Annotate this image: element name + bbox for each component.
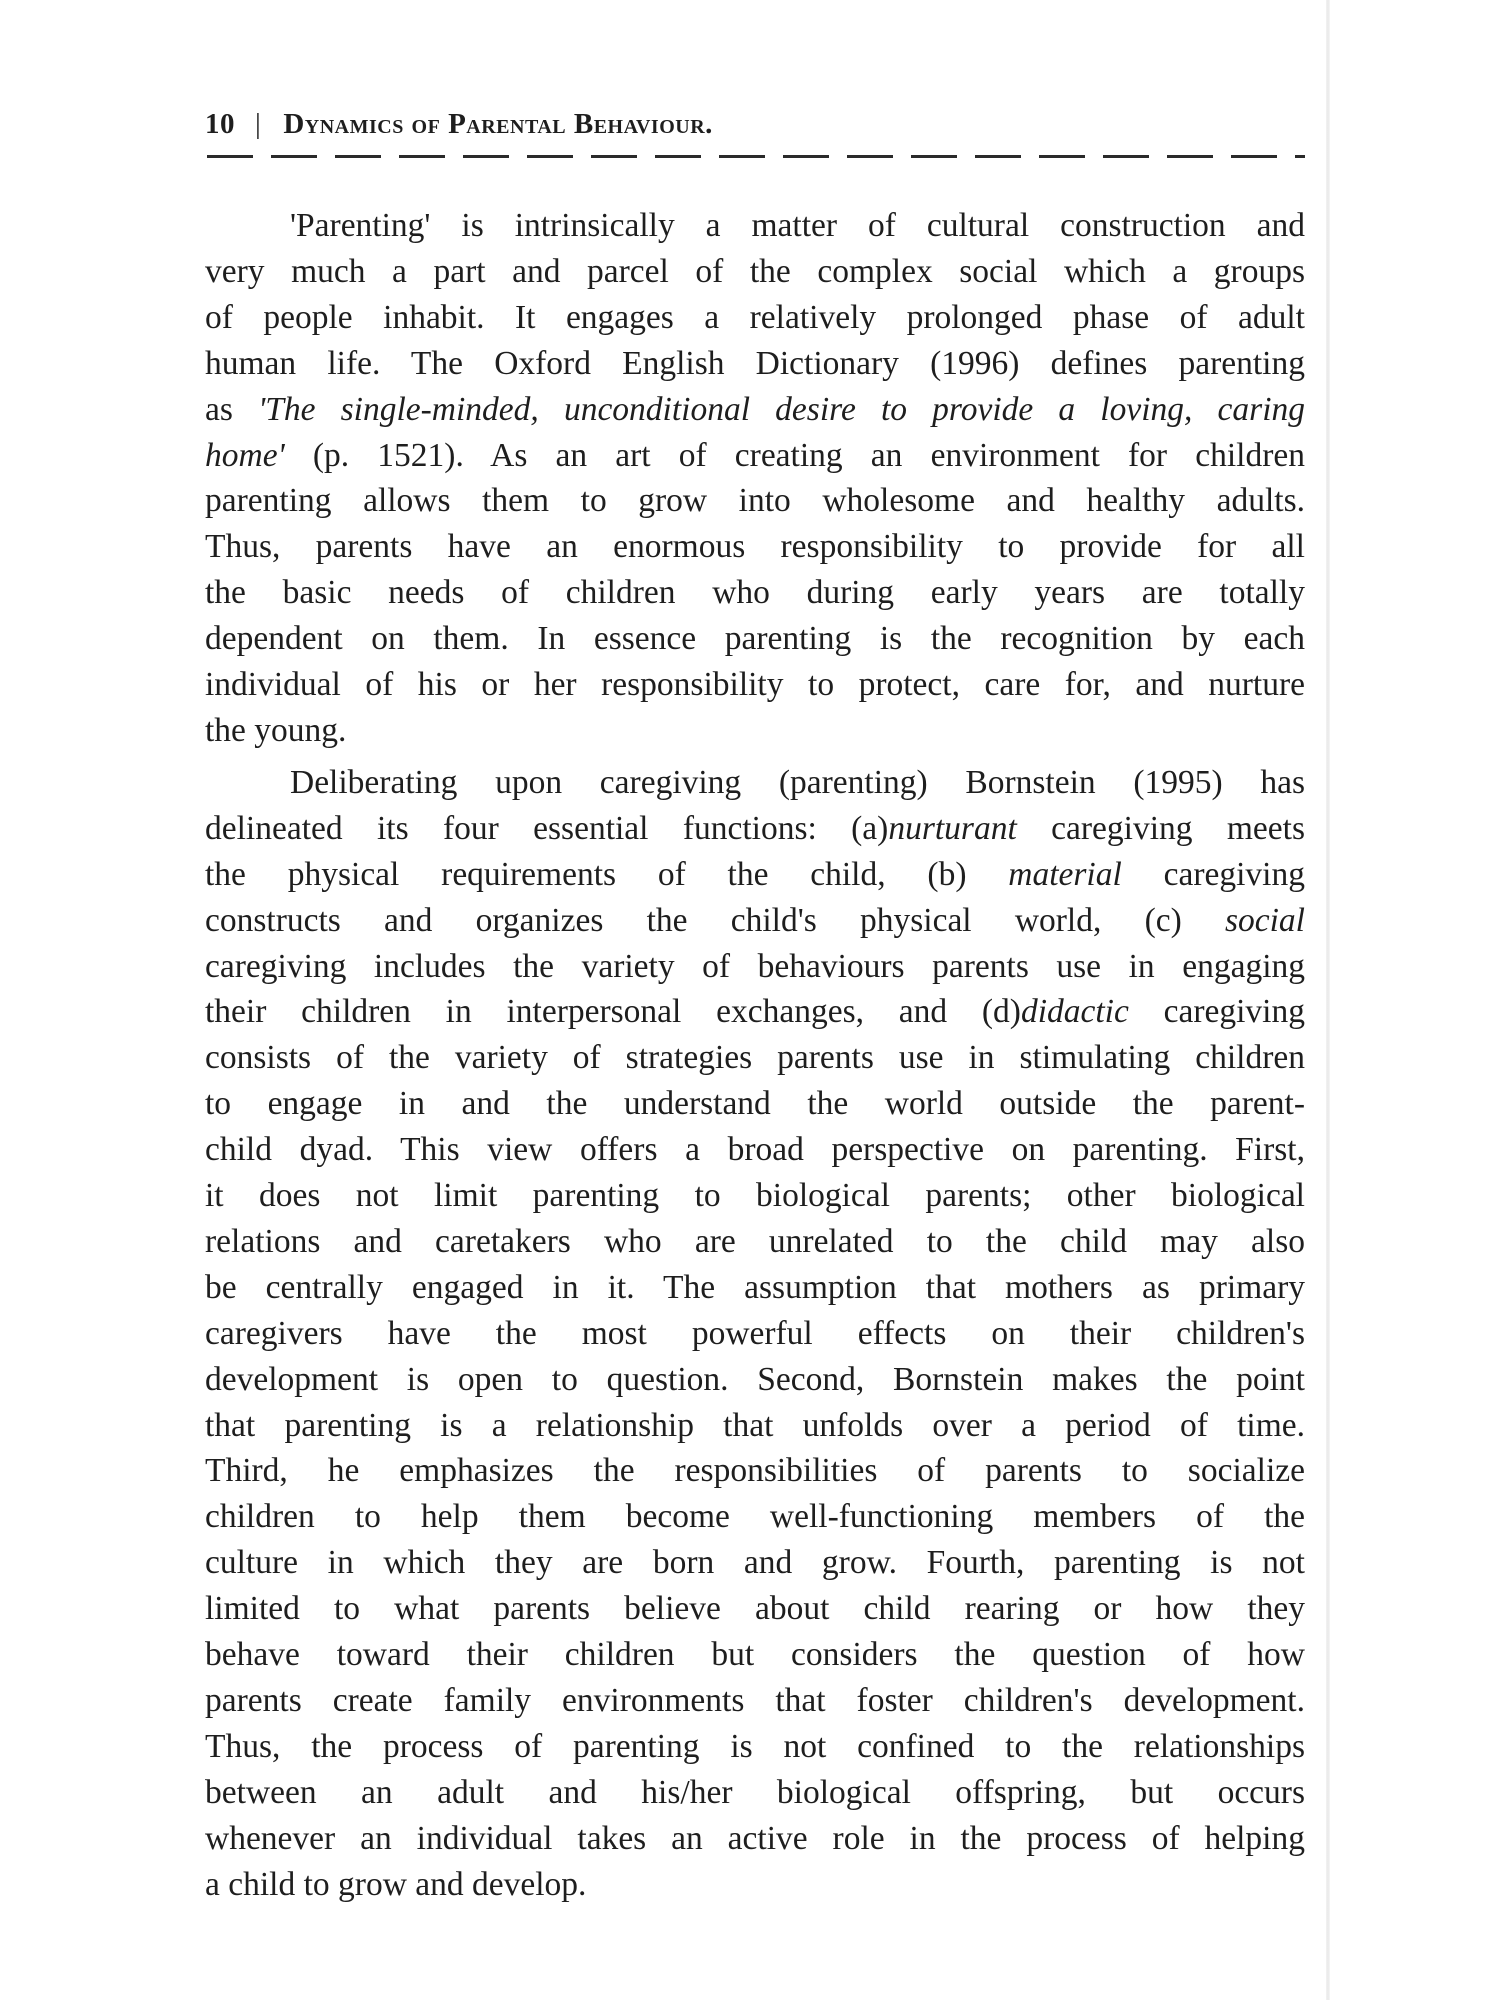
italic-term: nurturant — [888, 809, 1017, 847]
text-line: home' (p. 1521). As an art of creating an environment for children — [205, 436, 1305, 474]
text-line: child dyad. This view offers a broad perspective on parenting. First, — [205, 1131, 1305, 1169]
text-line: the basic needs of children who during early years are totally — [205, 574, 1305, 612]
text-line: Deliberating upon caregiving (parenting) Bornstein (1995) has — [290, 763, 1305, 801]
text-line: constructs and organizes the child's physical world, (c) social — [205, 901, 1305, 939]
text-line: very much a part and parcel of the complex social which a groups — [205, 252, 1305, 290]
text-line: Thus, the process of parenting is not confined to the relationships — [205, 1727, 1305, 1765]
text-line: dependent on them. In essence parenting is the recognition by each — [205, 620, 1305, 658]
text-line: limited to what parents believe about child rearing or how they — [205, 1590, 1305, 1628]
text-line: the physical requirements of the child, (b) material caregiving — [205, 855, 1305, 893]
page-edge-shadow — [1326, 0, 1330, 2000]
text-line: Thus, parents have an enormous responsibility to provide for all — [205, 528, 1305, 566]
text-line: behave toward their children but considers the question of how — [205, 1636, 1305, 1674]
running-title: Dynamics of Parental Behaviour. — [283, 108, 713, 140]
text-line: of people inhabit. It engages a relatively prolonged phase of adult — [205, 298, 1305, 336]
text-line: Third, he emphasizes the responsibilities of parents to socialize — [205, 1452, 1305, 1490]
text-line: caregivers have the most powerful effects on their children's — [205, 1314, 1305, 1352]
text-line: individual of his or her responsibility to protect, care for, and nurture — [205, 666, 1305, 704]
body-text — [205, 203, 1305, 1908]
text-line: parents create family environments that foster children's development. — [205, 1682, 1305, 1719]
text-line: human life. The Oxford English Dictionary (1996) defines parenting — [205, 344, 1305, 382]
text-line: that parenting is a relationship that unfolds over a period of time. — [205, 1406, 1305, 1444]
italic-term: material — [1008, 855, 1122, 893]
page-number: 10 — [205, 108, 235, 140]
text-line: 'Parenting' is intrinsically a matter of cultural construction and — [290, 207, 1305, 244]
text-line: to engage in and the understand the world outside the parent- — [205, 1085, 1305, 1123]
text-line: caregiving includes the variety of behaviours parents use in engaging — [205, 947, 1305, 985]
text-line: between an adult and his/her biological offspring, but occurs — [205, 1773, 1305, 1811]
text-line: children to help them become well-functioning members of the — [205, 1498, 1305, 1536]
paragraph-1 — [205, 203, 1305, 754]
italic-quote: home' — [205, 436, 285, 474]
paragraph-2 — [205, 760, 1305, 1908]
text-line: as 'The single-minded, unconditional desire to provide a loving, caring — [205, 390, 1306, 428]
italic-term: social — [1224, 901, 1305, 939]
text-line: relations and caretakers who are unrelated to the child may also — [205, 1222, 1305, 1260]
text-line: development is open to question. Second, Bornstein makes the point — [205, 1360, 1305, 1398]
italic-term: didactic — [1020, 993, 1129, 1031]
text-line: be centrally engaged in it. The assumption that mothers as primary — [205, 1268, 1305, 1306]
text-line: their children in interpersonal exchanges, and (d)didactic caregiving — [205, 993, 1305, 1031]
text-line: it does not limit parenting to biological parents; other biological — [205, 1177, 1305, 1215]
text-line: parenting allows them to grow into wholesome and healthy adults. — [205, 482, 1305, 520]
text-line: whenever an individual takes an active role in the process of helping — [205, 1819, 1305, 1857]
text-line: culture in which they are born and grow. Fourth, parenting is not — [205, 1544, 1305, 1582]
running-header — [205, 108, 1305, 148]
text-line: a child to grow and develop. — [205, 1865, 587, 1903]
italic-quote: 'The single-minded, unconditional desire to provide a loving, caring — [258, 390, 1306, 428]
text-line: consists of the variety of strategies parents use in stimulating children — [205, 1039, 1305, 1077]
header-separator: | — [255, 108, 262, 140]
text-line: the young. — [205, 711, 347, 749]
header-dashed-rule — [207, 155, 1305, 158]
text-line: delineated its four essential functions: (a)nurturant caregiving meets — [205, 809, 1305, 847]
